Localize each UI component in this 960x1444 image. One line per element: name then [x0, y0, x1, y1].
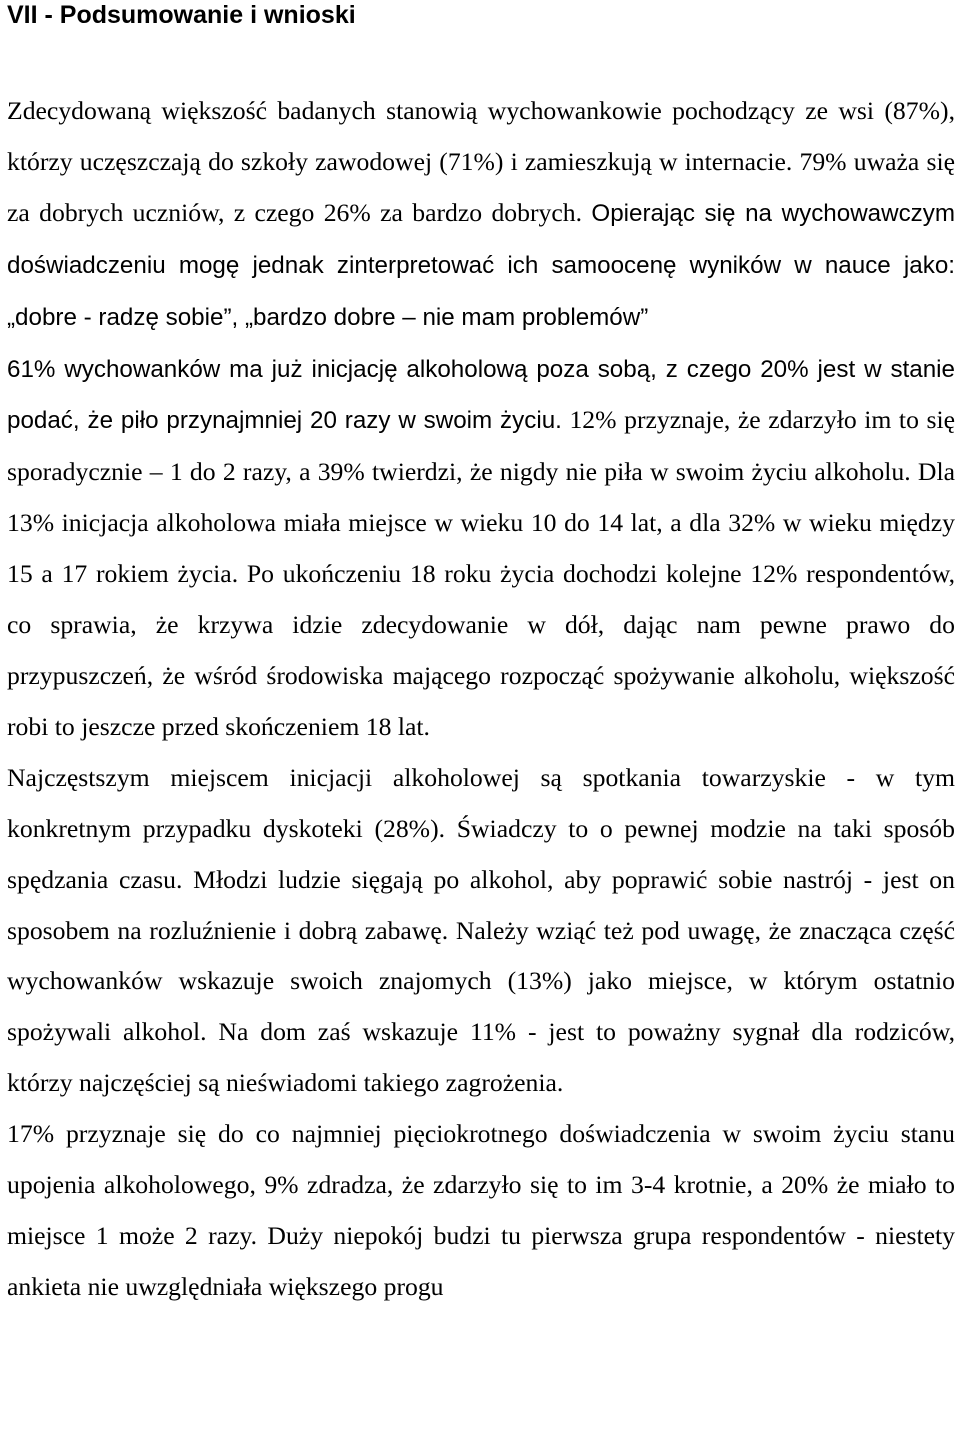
document-page: [7, 0, 955, 1313]
paragraph-demographics-part2: Opierając się na wychowawczym doświadczeniu mogę jednak zinterpretować ich samoocenę wyników w nauce jako: „dobre - radzę sobie”, „bardzo dobre – nie mam problemów”: [7, 199, 956, 331]
paragraph-initiation-part1: 61% wychowanków ma już inicjację alkoholową poza sobą, z czego 20% jest w stanie podać, że piło przynajmniej 20 razy w swoim życiu.: [7, 355, 955, 435]
paragraph-intoxication: 17% przyznaje się do co najmniej pięciokrotnego doświadczenia w swoim życiu stanu upojenia alkoholowego, 9% zdradza, że zdarzyło się to im 3-4 krotnie, a 20% że miało to miejsce 1 może 2 razy. Duży niepokój budzi tu pierwsza grupa respondentów - niestety ankieta nie uwzględniała większego progu: [7, 1119, 955, 1301]
paragraph-demographics: [7, 86, 955, 344]
paragraph-demographics-part1: Zdecydowaną większość badanych stanowią wychowankowie pochodzący ze wsi (87%), którzy uczęszczają do szkoły zawodowej (71%) i zamieszkują w internacie. 79% uważa się za dobrych uczniów, z czego 26% za bardzo dobrych.: [7, 96, 955, 227]
section-heading: VII - Podsumowanie i wnioski: [7, 1, 356, 29]
paragraph-places: Najczęstszym miejscem inicjacji alkoholowej są spotkania towarzyskie - w tym konkretnym przypadku dyskoteki (28%). Świadczy to o pewnej modzie na taki sposób spędzania czasu. Młodzi ludzie sięgają po alkohol, aby poprawić sobie nastrój - jest on sposobem na rozluźnienie i dobrą zabawę. Należy wziąć też pod uwagę, że znacząca część wychowanków wskazuje swoich znajomych (13%) jako miejsce, w którym ostatnio spożywali alkohol. Na dom zaś wskazuje 11% - jest to poważny sygnał dla rodziców, którzy najczęściej są nieświadomi takiego zagrożenia.: [7, 762, 955, 1098]
document-body: [7, 86, 955, 1313]
paragraph-initiation-part2: 12% przyznaje, że zdarzyło im to się sporadycznie – 1 do 2 razy, a 39% twierdzi, że nigdy nie piła w swoim życiu alkoholu. Dla 13% inicjacja alkoholowa miała miejsce w wieku 10 do 14 lat, a dla 32% w wieku między 15 a 17 rokiem życia. Po ukończeniu 18 roku życia dochodzi kolejne 12% respondentów, co sprawia, że krzywa idzie zdecydowanie w dół, dając nam pewne prawo do przypuszczeń, że wśród środowiska mającego rozpocząć spożywanie alkoholu, większość robi to jeszcze przed skończeniem 18 lat.: [7, 405, 956, 741]
paragraph-initiation: [7, 344, 955, 753]
